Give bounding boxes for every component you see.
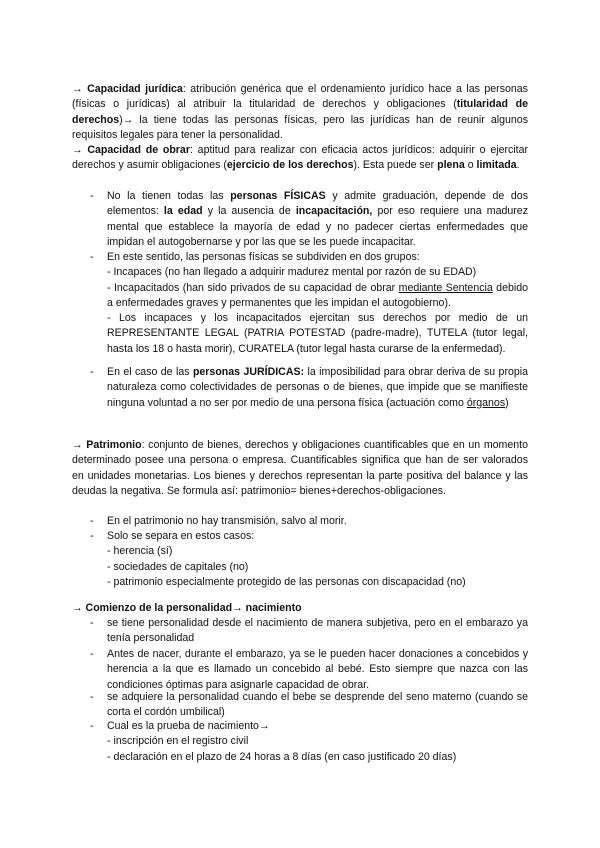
list-dash: - xyxy=(90,366,94,378)
list-dash: - xyxy=(90,691,94,703)
list-dash: - xyxy=(90,190,94,202)
underlined-text: mediante Sentencia xyxy=(398,281,493,294)
text: se adquiere la personalidad cuando el bebe se desprende del seno materno (cuando se corta el cordón umbilical) xyxy=(107,691,528,719)
bold-text: limitada xyxy=(476,159,517,172)
arrow-glyph: → xyxy=(72,144,83,156)
text: Solo se separa en estos casos: xyxy=(107,530,255,542)
bold-text: ejercicio de los derechos xyxy=(226,159,354,172)
text: por eso requiere una madurez mental que establece la mayoría de edad y no padecer ciertas enfermedades que impidan el autogobernarse y por las que se les puede incapacitar. xyxy=(107,205,528,248)
sub-item: - sociedades de capitales (no) xyxy=(107,560,249,573)
list-item xyxy=(107,189,528,250)
list-dash: - xyxy=(90,515,94,527)
text: - Incapaces (no han llegado a adquirir madurez mental por razón de su EDAD) xyxy=(107,266,477,279)
sub-item: - herencia (sí) xyxy=(107,545,173,558)
comienzo-heading xyxy=(72,601,528,616)
list-item xyxy=(107,690,528,721)
text: : atribución genérica que el ordenamiento jurídico hace a las personas (físicas o jurídicas) al atribuir la titularidad de derechos y obligaciones ( xyxy=(72,83,528,111)
text: - Incapacitados (han sido privados de su capacidad de obrar xyxy=(107,281,399,294)
capacidad-obrar-paragraph xyxy=(72,143,528,174)
text: : conjunto de bienes, derechos y obligaciones cuantificables que en un momento determinado posee una persona o empresa. Cuantificables significa que han de ser valorados en unidades monetarias. Los bienes y derechos representan la parte positiva del balance y las deudas la negativa. Se formula así: patrimonio= bienes+derechos-obligaciones. xyxy=(72,439,528,497)
underlined-text: órganos xyxy=(466,396,506,409)
text: En este sentido, las personas físicas se subdividen en dos grupos: xyxy=(107,251,420,263)
text: - Los incapaces y los incapacitados ejercitan sus derechos por medio de un REPRESENTANTE LEGAL (PATRIA POTESTAD (padre-madre), TUTELA (tutor legal, hasta los 18 o hasta morir), CURATELA (tutor legal hasta curarse de la enfermedad). xyxy=(107,312,528,355)
list-dash: - xyxy=(90,530,94,542)
list-dash: - xyxy=(90,617,94,629)
text: En el caso de las xyxy=(107,366,193,378)
list-dash: - xyxy=(90,251,94,263)
text: ) xyxy=(505,396,509,409)
term-capacidad-juridica: Capacidad jurídica xyxy=(87,83,183,95)
bold-text: incapacitación, xyxy=(295,205,373,218)
list-item xyxy=(107,719,528,765)
bold-text: la edad xyxy=(163,205,203,218)
capacidad-juridica-paragraph xyxy=(72,82,528,143)
bold-text: personas FÍSICAS xyxy=(230,190,326,202)
text: : aptitud para realizar con eficacia actos jurídicos: adquirir o ejercitar derechos y asumir obligaciones ( xyxy=(72,144,529,172)
list-item xyxy=(107,647,528,693)
sub-item: - inscripción en el registro civil xyxy=(107,735,249,748)
sub-item: - patrimonio especialmente protegido de las personas con discapacidad (no) xyxy=(107,575,466,588)
list-item xyxy=(107,365,528,411)
text: o xyxy=(464,159,477,172)
text: ). Esta puede ser xyxy=(353,159,438,172)
list-item xyxy=(107,529,528,590)
text: y admite graduación, depende de dos elementos: xyxy=(107,190,528,218)
text: No la tienen todas las xyxy=(107,190,231,202)
list-dash: - xyxy=(90,720,94,732)
list-item xyxy=(107,514,528,529)
text: . xyxy=(516,159,520,172)
text: )→ la tiene todas las personas físicas, pero las jurídicas han de reunir algunos requisitos legales para tener la personalidad. xyxy=(72,113,528,141)
text: se tiene personalidad desde el nacimiento de manera subjetiva, pero en el embarazo ya tenía personalidad xyxy=(107,617,528,645)
patrimonio-paragraph xyxy=(72,438,528,499)
list-item xyxy=(107,250,528,357)
text: Antes de nacer, durante el embarazo, ya se le pueden hacer donaciones a concebidos y herencia a la que es llamado un concebido al bebé. Esto siempre que nazca con las condiciones óptimas para asignarle capacidad de obrar. xyxy=(107,648,528,691)
arrow-glyph: → xyxy=(72,439,83,451)
term-patrimonio: Patrimonio xyxy=(86,439,142,451)
text: la imposibilidad para obrar deriva de su propia naturaleza como colectividades de personas o de bienes, que impide que se manifieste ninguna voluntad a no ser por medio de una persona física (actuación como xyxy=(107,366,529,409)
term-capacidad-obrar: Capacidad de obrar xyxy=(87,144,190,156)
list-item xyxy=(107,616,528,647)
text: Cual es la prueba de nacimiento→ xyxy=(107,720,270,732)
text: debido a enfermedades graves y permanentes que les impidan el autogobierno). xyxy=(107,281,528,309)
sub-item: - declaración en el plazo de 24 horas a 8 días (en caso justificado 20 días) xyxy=(107,750,457,763)
list-dash: - xyxy=(90,648,94,660)
text: En el patrimonio no hay transmisión, salvo al morir. xyxy=(107,515,347,527)
bold-text: personas JURÍDICAS: xyxy=(192,366,305,378)
bold-text: plena xyxy=(437,159,465,172)
arrow-glyph: → xyxy=(72,83,83,95)
bold-text: titularidad de derechos xyxy=(72,98,528,126)
heading-text: → Comienzo de la personalidad→ nacimiento xyxy=(72,602,302,614)
text: y la ausencia de xyxy=(202,205,296,218)
